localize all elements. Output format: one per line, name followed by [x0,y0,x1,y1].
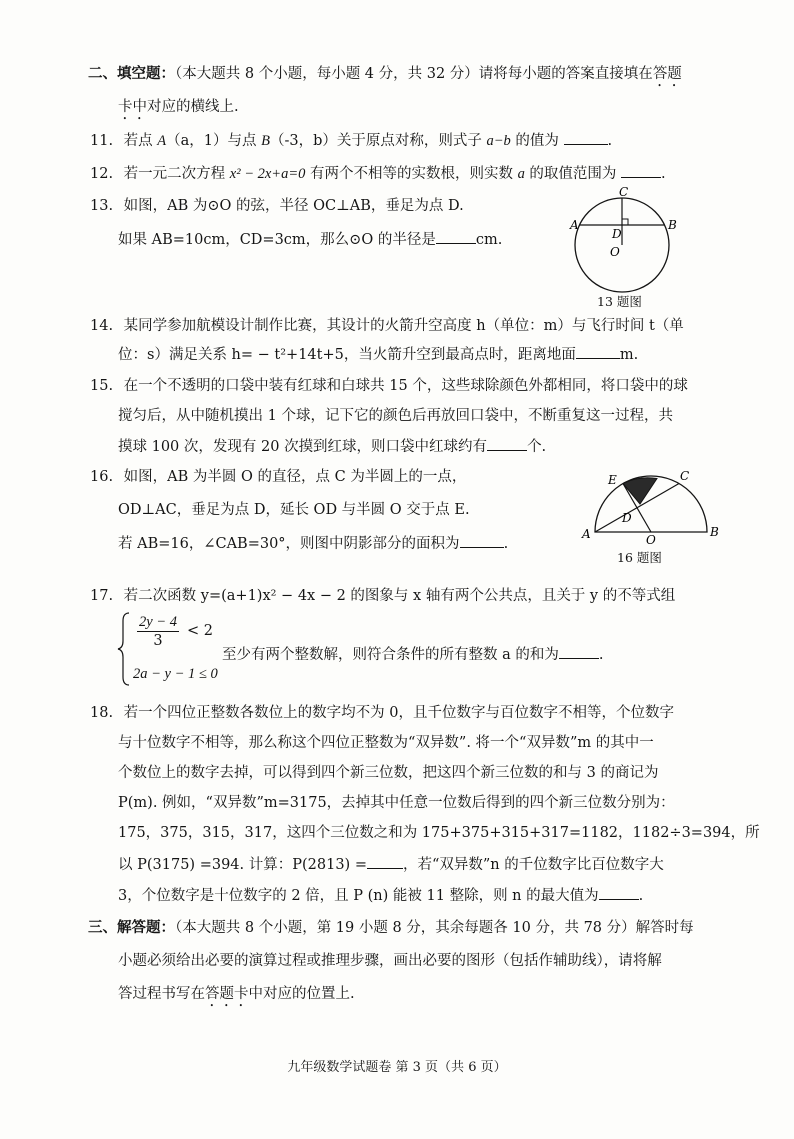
q17-answer-blank[interactable] [559,644,599,659]
q11-number: 11. [90,133,114,149]
q12-text-b: 有两个不相等的实数根，则实数 [305,166,518,182]
question-16-line-2: OD⊥AC，垂足为点 D，延长 OD 与半圆 O 交于点 E. [118,502,470,518]
fig16-label-b: B [710,525,719,539]
q18-line-6b: ，若“双异数”n 的千位数字比百位数字大 [402,857,664,873]
section-3-emph-answer-card: 答题卡 [205,986,249,1002]
section-2-emph-answer-sheet: 答题 [652,66,682,82]
figure-16 [570,466,720,546]
q18-line-6 [118,854,664,875]
q12-text-c: 的取值范围为 [524,166,617,182]
section-3-line-3a: 答过程书写在 [118,986,205,1002]
fig13-label-d: D [612,227,622,241]
q12-answer-blank[interactable] [621,163,661,178]
q11-end: . [607,133,613,149]
question-11 [90,130,612,151]
fig16-label-a: A [582,527,591,541]
q17-brace [117,611,131,687]
figure-16-caption: 16 题图 [617,550,662,565]
question-15-line-3 [118,436,546,457]
q17-ineq1-rhs: < 2 [187,623,213,639]
q18-line-6a: 以 P(3175) =394. 计算：P(2813) = [118,857,367,873]
q17-fraction [137,613,179,650]
q18-answer-blank-2[interactable] [599,885,639,900]
fig13-label-c: C [619,185,629,199]
fig16-shaded-region [623,478,657,504]
q18-answer-blank-1[interactable] [367,854,403,869]
q18-line-5: 175，375，315，317，这四个三位数之和为 175+375+315+317=1182，1182÷3=394，所 [118,825,760,841]
fig16-label-e: E [608,473,617,487]
question-15-line-2: 搅匀后，从中随机摸出 1 个球，记下它的颜色后再放回口袋中，不断重复这一过程，共 [118,408,673,424]
q15-answer-blank[interactable] [487,436,527,451]
fig13-label-o: O [610,245,620,259]
fig13-label-a: A [570,218,579,232]
q16-number: 16. [90,469,114,485]
q18-line-4: P(m). 例如，“双异数”m=3175，去掉其中任意一位数后得到的四个新三位数分别为： [118,795,675,811]
question-12 [90,163,666,184]
q12-text-a: 若一元二次方程 [123,166,230,182]
q17-frac-denominator: 3 [153,633,163,649]
question-16-line-3 [118,533,508,554]
q12-equation: x² − 2x+a=0 [229,166,306,182]
fig16-label-d: D [622,511,632,525]
section-2-desc: （本大题共 8 个小题，每小题 4 分，共 32 分）请将每小题的答案直接填在 [175,66,653,82]
figure-13 [560,185,690,295]
q12-number: 12. [90,166,114,182]
page-footer: 九年级数学试题卷 第 3 页（共 6 页） [287,1060,507,1075]
q15-line-3a: 摸球 100 次，发现有 20 次摸到红球，则口袋中红球约有 [118,439,488,455]
q16-line-3a: 若 AB=16，∠CAB=30°，则图中阴影部分的面积为 [118,536,460,552]
question-16 [90,467,466,487]
q11-text-a: 若点 [123,133,158,149]
q11-coord-b: （-3，b）关于原点对称，则式子 [269,133,487,149]
q13-line-2a: 如果 AB=10cm，CD=3cm，那么⊙O 的半径是 [118,232,436,248]
q14-answer-blank[interactable] [576,344,620,359]
fig13-label-b: B [668,218,677,232]
q16-answer-blank[interactable] [460,533,504,548]
q18-line-3: 个数位上的数字去掉，可以得到四个新三位数，把这四个新三位数的和与 3 的商记为 [118,765,659,781]
q17-number: 17. [90,588,114,604]
q14-unit: m. [619,347,639,363]
fig16-label-c: C [680,469,690,483]
q17-line-1: 若二次函数 y=(a+1)x² − 4x − 2 的图象与 x 轴有两个公共点，且关于 y 的不等式组 [123,588,676,604]
q18-line-2: 与十位数字不相等，那么称这个四位正整数为“双异数”. 将一个“双异数”m 的其中一 [118,735,654,751]
q14-line-2a: 位：s）满足关系 h= − t²+14t+5，当火箭升空到最高点时，距离地面 [118,347,576,363]
section-2-title: 二、填空题： [88,65,175,82]
q11-coord-a: （a，1）与点 [166,133,262,149]
figure-13-caption: 13 题图 [597,294,642,309]
question-17 [90,586,675,606]
section-2-header-cont [118,97,239,123]
q13-line-1: 如图，AB 为⊙O 的弦，半径 OC⊥AB，垂足为点 D. [123,198,464,214]
q18-line-7a: 3，个位数字是十位数字的 2 倍，且 P (n) 能被 11 整除，则 n 的最大值为 [118,888,599,904]
q11-point-a: A [157,133,167,149]
q17-line-2b: . [598,647,604,663]
q17-ineq2: 2a − y − 1 ≤ 0 [133,666,218,682]
q13-number: 13. [90,198,114,214]
q17-inequality-system [117,611,237,687]
q14-number: 14. [90,318,114,334]
question-18 [90,703,674,723]
q13-unit: cm. [475,232,503,248]
q18-line-1: 若一个四位正整数各数位上的数字均不为 0，且千位数字与百位数字不相等，个位数字 [123,705,675,721]
q18-line-7 [118,885,643,906]
section-2-desc-end: 对应的横线上. [147,99,239,115]
section-3-line-3 [118,984,355,1010]
section-3-line-2: 小题必须给出必要的演算过程或推理步骤，画出必要的图形（包括作辅助线），请将解 [118,953,662,969]
section-3-line-1: （本大题共 8 个小题，第 19 小题 8 分，其余每题各 10 分，共 78 分）解答时每 [175,920,694,936]
q17-line-2a: 至少有两个整数解，则符合条件的所有整数 a 的和为 [222,647,559,663]
section-2-emph-card: 卡中 [118,99,147,115]
question-14 [90,316,684,336]
q11-text-b: 的值为 [510,133,559,149]
q11-expression: a−b [486,133,511,149]
question-13-line-2 [118,229,502,250]
figure-16-svg [570,466,720,546]
q12-end: . [661,166,666,182]
q16-line-1: 如图，AB 为半圆 O 的直径，点 C 为半圆上的一点， [123,469,467,485]
question-15 [90,376,688,396]
q15-line-3b: 个. [527,439,547,455]
section-3-header [88,918,694,938]
section-3-line-3b: 中对应的位置上. [248,986,355,1002]
q11-point-b: B [261,133,270,149]
q18-line-7b: . [638,888,644,904]
question-17-line-2 [222,644,603,665]
section-3-title: 三、解答题： [88,919,175,936]
q18-number: 18. [90,705,114,721]
fig13-right-angle-mark [622,219,628,225]
q14-line-1: 某同学参加航模设计制作比赛，其设计的火箭升空高度 h（单位：m）与飞行时间 t（单 [123,318,684,334]
fig16-label-o: O [646,533,656,547]
question-13 [90,196,464,216]
q11-answer-blank[interactable] [564,130,608,145]
section-2-header [88,64,682,90]
q15-number: 15. [90,378,114,394]
q15-line-1: 在一个不透明的口袋中装有红球和白球共 15 个，这些球除颜色外都相同，将口袋中的球 [123,378,688,394]
question-14-line-2 [118,344,638,365]
q17-frac-numerator: 2y − 4 [139,614,177,630]
figure-13-svg [560,185,690,295]
q12-var-a: a [517,166,525,182]
q13-answer-blank[interactable] [436,229,476,244]
q16-line-3b: . [503,536,509,552]
